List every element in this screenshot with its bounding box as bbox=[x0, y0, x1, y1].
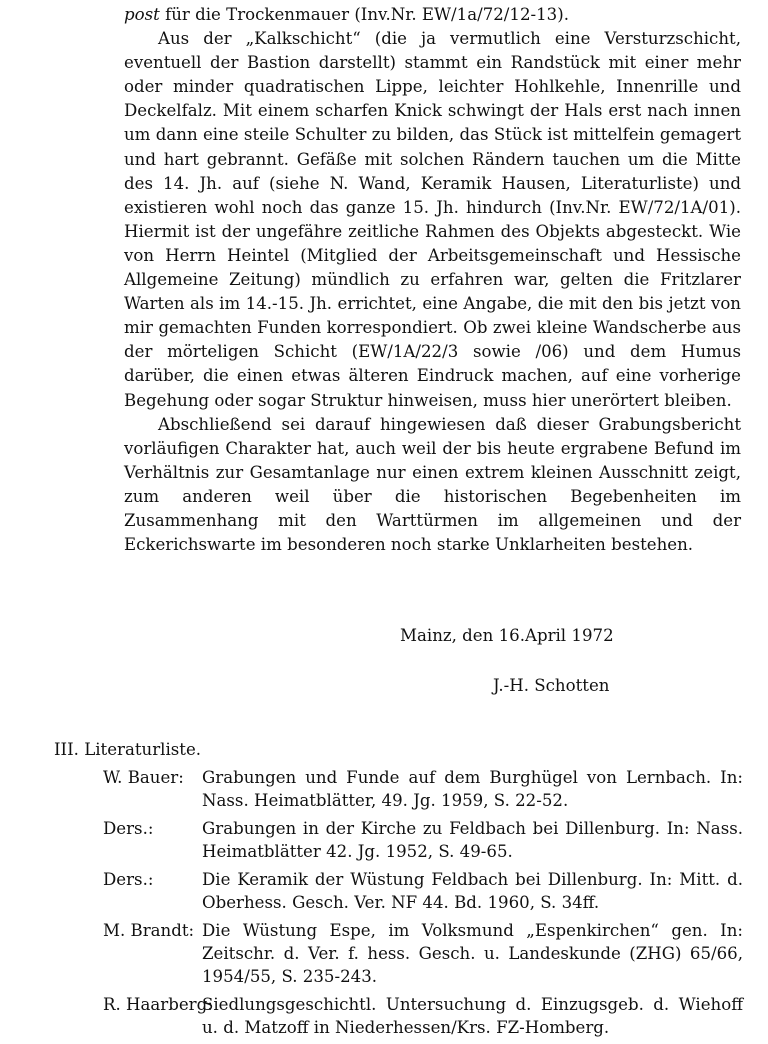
literature-text: Grabungen in der Kirche zu Feldbach bei Dillenburg. In: Nass. Heimatblätter 42. Jg. 1952, S. 49-65. bbox=[202, 819, 743, 861]
literature-entry bbox=[103, 919, 743, 988]
paragraph-kalkschicht: Aus der „Kalkschicht“ (die ja vermutlich eine Versturzschicht, eventuell der Bastion darstellt) stammt ein Randstück mit einer mehr oder minder quadratischen Lippe, leichter Hohlkehle, Innenrille und Deckelfalz. Mit einem scharfen Knick schwingt der Hals erst nach innen um dann eine steile Schulter zu bilden, das Stück ist mittelfein gemagert und hart gebrannt. Gefäße mit solchen Rändern tauchen um die Mitte des 14. Jh. auf (siehe N. Wand, Keramik Hausen, Literaturliste) und existieren wohl noch das ganze 15. Jh. hindurch (Inv.Nr. EW/72/1A/01). Hiermit ist der ungefähre zeitliche Rahmen des Objekts abgesteckt. Wie von Herrn Heintel (Mitglied der Arbeitsgemeinschaft und Hessische Allgemeine Zeitung) mündlich zu erfahren war, gelten die Fritzlarer Warten als im 14.-15. Jh. errichtet, eine Angabe, die mit den bis jetzt von mir gemachten Funden korrespondiert. Ob zwei kleine Wandscherbe aus der mörteligen Schicht (EW/1A/22/3 sowie /06) und dem Humus darüber, die einen etwas älteren Eindruck machen, auf eine vorherige Begehung oder sogar Struktur hinweisen, muss hier unerörtert bleiben. bbox=[124, 29, 741, 410]
literature-entry bbox=[103, 993, 743, 1039]
literature-text: Grabungen und Funde auf dem Burghügel von Lernbach. In: Nass. Heimatblätter, 49. Jg. 1959, S. 22-52. bbox=[202, 768, 743, 810]
report-body bbox=[124, 3, 741, 557]
literature-author: M. Brandt: bbox=[103, 921, 195, 940]
literature-author: R. Haarberg: bbox=[103, 995, 213, 1014]
italic-word: post bbox=[124, 5, 160, 24]
literature-entry bbox=[103, 817, 743, 863]
literature-list bbox=[103, 766, 743, 1044]
literature-entry bbox=[103, 766, 743, 812]
author-signature: J.-H. Schotten bbox=[493, 676, 610, 695]
literature-text: Die Wüstung Espe, im Volksmund „Espenkirchen“ gen. In: Zeitschr. d. Ver. f. hess. Gesch. u. Landeskunde (ZHG) 65/66, 1954/55, S. 235-243. bbox=[202, 921, 743, 986]
place-date: Mainz, den 16.April 1972 bbox=[400, 626, 614, 645]
literature-author: Ders.: bbox=[103, 819, 154, 838]
literature-text: Siedlungsgeschichtl. Untersuchung d. Einzugsgeb. d. Wiehoff u. d. Matzoff in Niederhessen/Krs. FZ-Homberg. bbox=[202, 995, 743, 1037]
literature-entry bbox=[103, 868, 743, 914]
literature-author: Ders.: bbox=[103, 870, 154, 889]
paragraph-continuation bbox=[124, 3, 741, 27]
paragraph-continuation-text: für die Trockenmauer (Inv.Nr. EW/1a/72/12-13). bbox=[159, 5, 569, 24]
literature-heading: III. Literaturliste. bbox=[54, 740, 202, 759]
literature-author: W. Bauer: bbox=[103, 768, 184, 787]
paragraph-conclusion: Abschließend sei darauf hingewiesen daß dieser Grabungsbericht vorläufigen Charakter hat, auch weil der bis heute ergrabene Befund im Verhältnis zur Gesamtanlage nur einen extrem kleinen Ausschnitt zeigt, zum anderen weil über die historischen Begebenheiten im Zusammenhang mit den Warttürmen im allgemeinen und der Eckerichswarte im besonderen noch starke Unklarheiten bestehen. bbox=[124, 414, 741, 555]
literature-text: Die Keramik der Wüstung Feldbach bei Dillenburg. In: Mitt. d. Oberhess. Gesch. Ver. NF 44. Bd. 1960, S. 34ff. bbox=[202, 870, 743, 912]
